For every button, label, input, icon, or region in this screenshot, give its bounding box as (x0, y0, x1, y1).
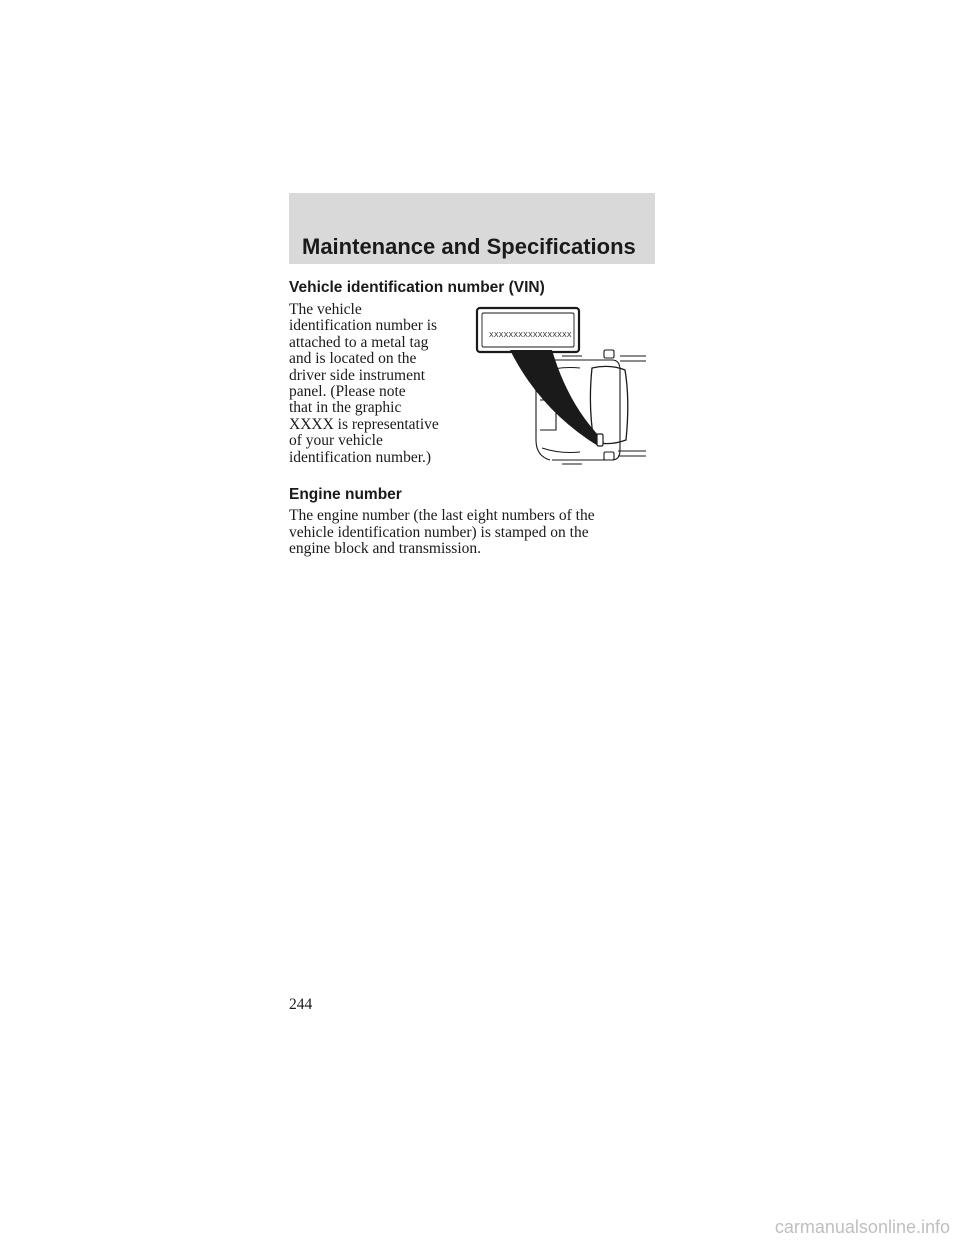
vin-description-line: driver side instrument (289, 366, 426, 384)
vin-description-line: attached to a metal tag (289, 333, 429, 351)
vin-location-illustration (470, 300, 652, 470)
vin-description-line: of your vehicle (289, 432, 383, 450)
engine-description-line: The engine number (the last eight numbers of the (289, 507, 595, 524)
vin-description-line: and is located on the (289, 350, 417, 368)
watermark: carmanualsonline.info (774, 1217, 950, 1237)
vin-tag-text: XXXXXXXXXXXXXXXXX (489, 332, 572, 339)
vin-description-line: The vehicle (289, 301, 362, 318)
vin-description-line: identification number.) (289, 448, 432, 466)
vin-pointer-wedge (510, 350, 601, 446)
vin-tag-plate (477, 308, 579, 352)
vin-description-line: XXXX is representative (289, 415, 439, 433)
dashboard-vin-marker (597, 434, 603, 446)
engine-description-line: engine block and transmission. (289, 540, 481, 558)
engine-number-description (289, 508, 659, 558)
vin-description-line: that in the graphic (289, 399, 402, 417)
section-title: Maintenance and Specifications (302, 234, 636, 259)
vin-description-line: identification number is (289, 317, 438, 335)
vin-description-line: panel. (Please note (289, 383, 406, 401)
engine-number-heading: Engine number (289, 486, 402, 503)
vin-description (289, 302, 464, 466)
engine-description-line: vehicle identification number) is stamped on the (289, 523, 589, 541)
page-number: 244 (289, 996, 313, 1013)
vin-heading: Vehicle identification number (VIN) (289, 279, 545, 296)
